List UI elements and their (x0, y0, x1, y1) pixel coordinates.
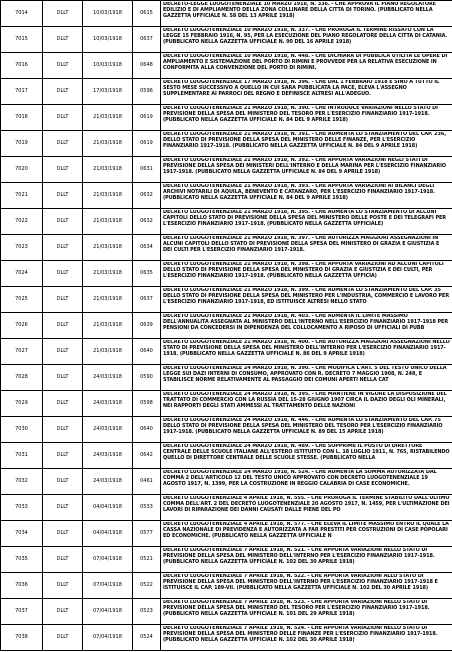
decree-number-cell: 7037 (1, 599, 43, 625)
decree-type-cell: DLLT (43, 157, 83, 183)
decree-date-cell: 21/03/1918 (83, 105, 133, 131)
decree-date-cell: 24/03/1918 (83, 365, 133, 391)
decree-number-cell: 7015 (1, 27, 43, 53)
decree-description-cell (161, 287, 452, 313)
decree-description-cell (161, 391, 452, 417)
decree-description-cell (161, 27, 452, 53)
decree-description-cell (161, 131, 452, 157)
decree-type-cell: DLLT (43, 469, 83, 495)
decree-description-text: DECRETO LUOGOTENENZIALE 21 MARZO 1918, N. 398. - CHE APPORTA VARIAZIONI AD ALCUNI CAPITOLI DELLO STATO DI PREVISIONE DELLA SPESA DEL MINISTERO DI GRAZIA E GIUSTIZIA E DEI CULTI, PER L'ESERCIZIO FINANZIARIO 1917-1918. (PUBBLICATO NELLA GAZZETTA UFFICIA) (163, 262, 444, 279)
decree-description-text: DECRETO LUOGOTENENZIALE 24 MARZO 1918, N. 446. - CHE AUMENTA LO STANZIAMENTO DEL CAP. 75 DELLO STATO DI PREVISIONE DELLA SPESA DEL MINISTERO DEL TESORO PER L'ESERCIZIO FINANZIARIO 1917-1918. (PUBBLICATO NELLA GAZZETTA UFFICIALE N. 89 DEL 15 APRILE 1918) (163, 418, 443, 435)
decree-description-cell (161, 183, 452, 209)
decree-date-cell: 21/03/1918 (83, 339, 133, 365)
decree-type-cell: DLLT (43, 53, 83, 79)
decree-number-cell: 7023 (1, 235, 43, 261)
table-row (1, 547, 452, 573)
decree-number-cell: 7014 (1, 1, 43, 27)
table-row (1, 443, 452, 469)
decree-type-cell: DLLT (43, 235, 83, 261)
decree-description-text: DECRETO LUOGOTENENZIALE 21 MARZO 1918, N. 395. - CHE AUMENTA LO STANZIAMENTO DI ALCUNI CAPITOLI DELLO STATO DI PREVISIONE DELLA SPESA DEL MINISTERO DELLE POSTE E DEI TELEGRAFI PER L'ESERCIZIO FINANZIARIO 1917-1918. (PUBBLICATO NELLA GAZZETTA UFFICIALE) (163, 210, 446, 227)
table-row (1, 313, 452, 339)
decree-number-cell: 7032 (1, 469, 43, 495)
decree-date-cell: 24/03/1918 (83, 391, 133, 417)
decree-description-text: DECRETO LUOGOTENENZIALE 10 MARZO 1918, N. 337. - CHE PROROGA IL TERMINE RISSATO CON LA LEGGE 15 FEBBRAIO 1916, N. 95, PER LA ESECUZIONE DEL PIANO REGOLATORE DELLA CITTA DI CATANIA. (PUBBLICATO NELLA GAZZETTA UFFICIALE N. 90 DEL 16 APRILE 1918) (163, 28, 448, 45)
decree-date-cell: 17/03/1918 (83, 79, 133, 105)
decree-type-cell: DLLT (43, 105, 83, 131)
page-number-cell: 0461 (133, 469, 161, 495)
decree-description-cell (161, 599, 452, 625)
table-row (1, 573, 452, 599)
page-number-cell: 0577 (133, 521, 161, 547)
decree-description-text: DECRETO LUOGOTENENZIALE 24 MARZO 1918, N. 524. - CHE AUMENTA LA SOMMA AUTORIZZATA DAL COMMA 2 DELL'ARTICOLO 12 DEL TESTO UNICO APPROVATO CON DECRETO LUOGOTENENZIALE 19 AGOSTO 1917, N. 1399, PER LA COSTRUZIONE IN REGGIO CALABRIA DI CASE ECONOMICHE. (163, 470, 437, 487)
decree-number-cell: 7030 (1, 417, 43, 443)
decree-number-cell: 7019 (1, 131, 43, 157)
decree-number-cell: 7026 (1, 313, 43, 339)
decree-description-text: DECRETO LUOGOTENENZIALE 21 MARZO 1918, N. 390. - CHE INTRODUCE VARIAZIONI NELLO STATO DI PREVISIONE DELLA SPESA DEL MINISTERO DEL TESORO PER L'ESERCIZIO FINANZIARIO 1917-1918. (PUBBLICATO NELLA GAZZETTA UFFICIALE N. 84 DEL 9 APRILE 1918) (163, 106, 438, 123)
decree-date-cell: 07/04/1918 (83, 547, 133, 573)
table-row (1, 261, 452, 287)
decree-number-cell: 7025 (1, 287, 43, 313)
decree-date-cell: 07/04/1918 (83, 573, 133, 599)
decree-type-cell: DLLT (43, 27, 83, 53)
decree-description-text: DECRETO LUOGOTENENZIALE 21 MARZO 1918, N. 392. - CHE APPORTA VARIAZIONI NEGLI STATI DI PREVISIONE DELLA SPESA DEI MINISTERI DELL'INTERNO E DELLA MARINA PER L'ESERCIZIO FINANZIARIO 1917-1918. (PUBBLICATO NELLA GAZZETTA UFFICIALE N. 84 DEL 9 APRILE 1918) (163, 158, 446, 175)
decree-type-cell: DLLT (43, 599, 83, 625)
page-number-cell: 0635 (133, 261, 161, 287)
decree-number-cell: 7027 (1, 339, 43, 365)
decree-description-text: DECRETO LUOGOTENENZIALE 24 MARZO 1918, N. 390. - CHE MODIFICA L'ART. 5 DEL TESTO UNICO DELLA LEGGE SUI DAZI INTERNI DI CONSUMO, APPROVATO CON R. DECRETO 7 MAGGIO 1908, N. 248, E STABILISCE NORME RELATIVAMENTE AL PASSAGGIO DEI COMUNI APERTI NELLA CAT (163, 366, 447, 383)
page-number-cell: 0642 (133, 443, 161, 469)
table-row (1, 287, 452, 313)
decree-type-cell: DLLT (43, 521, 83, 547)
table-row (1, 599, 452, 625)
decree-description-text: DECRETO LUOGOTENENZIALE 4 APRILE 1918, N. 555. - CHE PROROGA IL TERMINE STABILITO DALL'ULTIMO COMMA DELL'ART. 2 DEL DECRETO LUOGOTENENZIALE 20 AGOSTO 1917, N. 1459, PER L'ULTIMAZIONE DEI LAVORI DI RIPARAZIONE DEI DANNI CAUSATI DALLE PIENE DEL PO (163, 496, 450, 513)
table-row (1, 209, 452, 235)
decree-description-text: DECRETO LUOGOTENENZIALE 21 MARZO 1918, N. 391. - CHE AUMENTA LO STANZIAMENTO DEL CAP. 236, DELLO STATO DI PREVISIONE DELLA SPESA DEL MINISTERO DELLE FINANZE, PER L'ESERCIZIO FINANZIARIO 1917-1918. (PUBBLICATO NELLA GAZZETTA UFFICIALE N. 84 DEL 9 APRILE 1918) (163, 132, 446, 149)
decree-description-text: DECRETO LUOGOTENENZIALE 24 MARZO 1918, N. 489. - CHE SOPPRIME IL POSTO DI DIRETTORE CENTRALE DELLE SCUOLE ITALIANE ALL'ESTERO ISTITUITO CON L. 18 LUGLIO 1911, N. 765, RISTABILENDO QUELLO DI DIRETTORE CENTRALE DELLE SCUOLE STESSE. (PUBBLICATO NELLA (163, 444, 450, 461)
decree-description-cell (161, 79, 452, 105)
page-number-cell: 0639 (133, 313, 161, 339)
table-row (1, 105, 452, 131)
decree-date-cell: 21/03/1918 (83, 209, 133, 235)
page-number-cell: 0637 (133, 287, 161, 313)
decree-type-cell: DLLT (43, 417, 83, 443)
decree-date-cell: 10/03/1918 (83, 1, 133, 27)
decree-type-cell: DLLT (43, 1, 83, 27)
decree-number-cell: 7017 (1, 79, 43, 105)
decree-type-cell: DLLT (43, 183, 83, 209)
page-number-cell: 0533 (133, 495, 161, 521)
page-number-cell: 0634 (133, 235, 161, 261)
decree-description-text: DECRETO-LEGGE LUOGOTENENZIALE 10 MARZO 1918, N. 336. - CHE APPROVA IL PIANO REGOLATORE EDILIZIO E DI AMPLIAMENTO DELLA ZONA COLLINARE DELLA CITTA DI TORINO. (PUBBLICATO NELLA GAZZETTA UFFICIALE N. 58 DEL 13 APRILE 1918) (163, 2, 436, 19)
decree-type-cell: DLLT (43, 287, 83, 313)
page-number-cell: 0524 (133, 625, 161, 651)
decree-description-cell (161, 157, 452, 183)
decree-description-text: DECRETO LUOGOTENENZIALE 7 APRILE 1918, N. 524. - CHE APPORTA VARIAZIONI NELLO STATO DI PREVISIONE DELLA SPESA DEL MINISTERO DELLE FINANZE PER L'ESERCIZIO FINANZIARIO 1917-1918. (PUBBLICATO NELLA GAZZETTA UFFICIALE N. 102 DEL 30 APRILE 1918) (163, 626, 438, 643)
decree-date-cell: 21/03/1918 (83, 131, 133, 157)
decree-type-cell: DLLT (43, 443, 83, 469)
decree-type-cell: DLLT (43, 391, 83, 417)
page-number-cell: 0619 (133, 131, 161, 157)
decree-type-cell: DLLT (43, 625, 83, 651)
page-number-cell: 0637 (133, 27, 161, 53)
table-row (1, 53, 452, 79)
page-number-cell: 0615 (133, 1, 161, 27)
page-number-cell: 0521 (133, 547, 161, 573)
decree-description-cell (161, 53, 452, 79)
decree-description-cell (161, 573, 452, 599)
decree-description-cell (161, 1, 452, 27)
table-row (1, 1, 452, 27)
page-number-cell: 0523 (133, 599, 161, 625)
decree-description-text: DECRETO LUOGOTENENZIALE 4 APRILE 1918, N. 577. - CHE ELEVA IL LIMITE MASSIMO ENTRO IL QUALE LA CASSA NAZIONALE DI PREVIDENZA E AUTORIZZATA A FAR PRESTITI PER COSTRUZIONI DI CASE POPOLARI ED ECONOMICHE. (PUBBLICATO NELLA GAZZETTA UFFICIALE N (163, 522, 449, 539)
decree-description-cell (161, 495, 452, 521)
decree-date-cell: 21/03/1918 (83, 313, 133, 339)
decree-description-text: DECRETO LUOGOTENENZIALE 21 MARZO 1918, N. 397. - CHE AUTORIZZA MAGGIORI ASSEGNAZIONI IN ALCUNI CAPITOLI DELLO STATO DI PREVISIONE DELLA SPESA DEL MINISTERO DI GRAZIA E GIUSTIZIA E DEI CULTI PER L'ESERCIZIO FINANZIARIO 1917-1918. (163, 236, 440, 253)
table-row (1, 79, 452, 105)
decree-date-cell: 21/03/1918 (83, 235, 133, 261)
decree-date-cell: 21/03/1918 (83, 261, 133, 287)
page-number-cell: 0632 (133, 209, 161, 235)
decree-description-cell (161, 313, 452, 339)
decree-description-cell (161, 469, 452, 495)
decree-description-text: DECRETO LUOGOTENENZIALE 24 MARZO 1918, N. 395. - CHE MANTIENE IN VIGORE LA DISPOSIZIONE DEL TRATTATO DI COMMERCIO CON LA RUSSIA DEL 15-28 GIUGNO 1907 CIRCA IL DAZIO DEGLI OLI MINERALI, NEI RAPPORTI DEGLI STATI AMMESSI AL TRATTAMENTO DELLE NAZIONI (163, 392, 447, 409)
decree-number-cell: 7033 (1, 495, 43, 521)
decree-description-text: DECRETO LUOGOTENENZIALE 21 MARZO 1918, N. 399. - CHE AUMENTA LO STANZIAMENTO DEL CAP. 35 DELLO STATO DI PREVISIONE DELLA SPESA DEL MINISTERO PER L'INDUSTRIA, COMMERCIO E LAVORO PER L'ESERCIZIO FINANZIARIO 1917-1918, ED ISTITUISCE ALTRESI NELLO STATO (163, 288, 450, 305)
decree-number-cell: 7036 (1, 573, 43, 599)
decree-number-cell: 7021 (1, 183, 43, 209)
page-number-cell: 0640 (133, 339, 161, 365)
decree-date-cell: 07/04/1918 (83, 625, 133, 651)
page-number-cell: 0522 (133, 573, 161, 599)
decree-date-cell: 24/03/1918 (83, 469, 133, 495)
decree-description-text: DECRETO LUOGOTENENZIALE 7 APRILE 1918, N. 522. - CHE APPORTA VARIAZIONI ALLO STATO DI PREVISIONE DELLA SPESA DEL MINISTERO DELL'INTERNO PER L'ESERCIZIO FINANZIARIO 1917-1918 E ISTITUISCE IL CAP. 189-VII. (PUBBLICATO NELLA GAZZETTA UFFICIALE N. 102 DEL 30 APRILE 1918) (163, 574, 438, 591)
decree-date-cell: 10/03/1918 (83, 53, 133, 79)
decree-type-cell: DLLT (43, 573, 83, 599)
decree-number-cell: 7028 (1, 365, 43, 391)
decree-number-cell: 7024 (1, 261, 43, 287)
table-row (1, 339, 452, 365)
table-row (1, 27, 452, 53)
decree-date-cell: 24/03/1918 (83, 417, 133, 443)
decree-description-cell (161, 547, 452, 573)
decree-description-cell (161, 365, 452, 391)
decree-description-cell (161, 417, 452, 443)
page-number-cell: 0619 (133, 105, 161, 131)
page-number-cell: 0596 (133, 79, 161, 105)
decree-date-cell: 21/03/1918 (83, 157, 133, 183)
decree-type-cell: DLLT (43, 79, 83, 105)
decree-date-cell: 07/04/1918 (83, 599, 133, 625)
table-row (1, 235, 452, 261)
decree-date-cell: 10/03/1918 (83, 27, 133, 53)
decree-description-cell (161, 625, 452, 651)
decree-number-cell: 7018 (1, 105, 43, 131)
decree-date-cell: 21/03/1918 (83, 287, 133, 313)
decree-table-body (1, 1, 452, 651)
decree-type-cell: DLLT (43, 365, 83, 391)
decree-type-cell: DLLT (43, 313, 83, 339)
decree-type-cell: DLLT (43, 209, 83, 235)
decree-date-cell: 04/04/1918 (83, 521, 133, 547)
decree-description-cell (161, 339, 452, 365)
decree-number-cell: 7038 (1, 625, 43, 651)
table-row (1, 183, 452, 209)
page-number-cell: 0598 (133, 391, 161, 417)
decree-type-cell: DLLT (43, 261, 83, 287)
decree-description-text: DECRETO LUOGOTENENZIALE 21 MARZO 1918, N. 393. - CHE APPORTA VARIAZIONI AI BILANCI DEGLI ARCHIVI NOTARILI DI AQUILA, BENEVENTO E CATANZARO, PER L'ESERCIZIO FINANZIARIO 1917-1918. (PUBBLICATO NELLA GAZZETTA UFFICIALE N. 84 DEL 9 APRILE 1918) (163, 184, 435, 201)
page-number-cell: 0631 (133, 157, 161, 183)
decree-number-cell: 7016 (1, 53, 43, 79)
table-row (1, 391, 452, 417)
decree-number-cell: 7034 (1, 521, 43, 547)
page-number-cell: 0648 (133, 53, 161, 79)
decree-description-text: DECRETO LUOGOTENENZIALE 17 MARZO 1918, N. 396. - CHE DAL 1 FEBBRAIO 1918 E SINO A TUTTO IL SESTO MESE SUCCESSIVO A QUELLO IN CUI SARA PUBBLICATA LA PACE, ELEVA L'ASSEGNO SUPPLEMENTARE AI PARROCI DEL REGNO E DEFINISCE ALTRESI ALL'ADEGUO. (163, 80, 440, 97)
decree-description-cell (161, 443, 452, 469)
page-number-cell: 0640 (133, 417, 161, 443)
decree-description-text: DECRETO LUOGOTENENZIALE 10 MARZO 1918, N. 448. - CHE DICHIARA DI PUBBLICA UTILITA LE OPERE DI AMPLIAMENTO E SISTEMAZIONE DEL PORTO DI RIMINI E PROVVEDE PER LA RELATIVA ESECUZIONE IN CONFORMITA ALLA CONVENZIONE DEL PORTO DI RIMINI. (163, 54, 448, 71)
decree-type-cell: DLLT (43, 495, 83, 521)
decree-date-cell: 04/04/1918 (83, 495, 133, 521)
decree-number-cell: 7031 (1, 443, 43, 469)
decree-description-text: DECRETO LUOGOTENENZIALE 21 MARZO 1918, N. 400. - CHE AUTORIZZA MAGGIORI ASSEGNAZIONI NELLO STATO DI PREVISIONE DELLA SPESA DEL MINISTERO DELL'INTERNO PER L'ESERCIZIO FINANZIARIO 1917-1918. (PUBBLICATO NELLA GAZZETTA UFFICIALE N. 86 DEL 9 APRILE 1918) (163, 340, 450, 357)
decree-description-text: DECRETO LUOGOTENENZIALE 7 APRILE 1918, N. 523. - CHE APPORTA VARIAZIONI NELLO STATO DI PREVISIONE DELLA SPESA DEL MINISTERO DEL TESORO PER L'ESERCIZIO FINANZIARIO 1917-1918. (PUBBLICATO NELLA GAZZETTA UFFICIALE N. 101 DEL 29 APRILE 1918) (163, 600, 430, 617)
decree-description-cell (161, 209, 452, 235)
decree-date-cell: 24/03/1918 (83, 443, 133, 469)
page-number-cell: 0632 (133, 183, 161, 209)
table-row (1, 417, 452, 443)
decree-type-cell: DLLT (43, 339, 83, 365)
table-row (1, 365, 452, 391)
page-number-cell: 0590 (133, 365, 161, 391)
decree-number-cell: 7035 (1, 547, 43, 573)
table-row (1, 469, 452, 495)
decree-description-text: DECRETO LUOGOTENENZIALE 7 APRILE 1918, N. 521. - CHE APPORTA VARIAZIONI NELLO STATO DI PREVISIONE DELLA SPESA DEL MINISTERO DELL'INTERNO PER L'ESERCIZIO FINANZIARIO 1917-1918. (PUBBLICATO NELLA GAZZETTA UFFICIALE N. 102 DEL 30 APRILE 1918) (163, 548, 435, 565)
decree-description-text: DECRETO LUOGOTENENZIALE 21 MARZO 1918, N. 403. - CHE AUMENTA IL LIMITE MASSIMO DELL'ANNUALITA ASSEGNATA AL MINISTERO DELL'INTERNO NELL'ESERCIZIO FINANZIARIO 1917-1918 PER PENSIONI DA CONCEDERSI IN DIPENDENZA DEL COLLOCAMENTO A RIPOSO DI UFFICIALI DI PUBB (163, 314, 449, 331)
decree-type-cell: DLLT (43, 131, 83, 157)
decree-description-cell (161, 521, 452, 547)
table-row (1, 495, 452, 521)
decree-number-cell: 7020 (1, 157, 43, 183)
decree-number-cell: 7029 (1, 391, 43, 417)
decree-description-cell (161, 235, 452, 261)
table-row (1, 131, 452, 157)
decree-number-cell: 7022 (1, 209, 43, 235)
table-row (1, 625, 452, 651)
table-row (1, 157, 452, 183)
decree-date-cell: 21/03/1918 (83, 183, 133, 209)
decree-type-cell: DLLT (43, 547, 83, 573)
decree-description-cell (161, 261, 452, 287)
decree-description-cell (161, 105, 452, 131)
table-row (1, 521, 452, 547)
